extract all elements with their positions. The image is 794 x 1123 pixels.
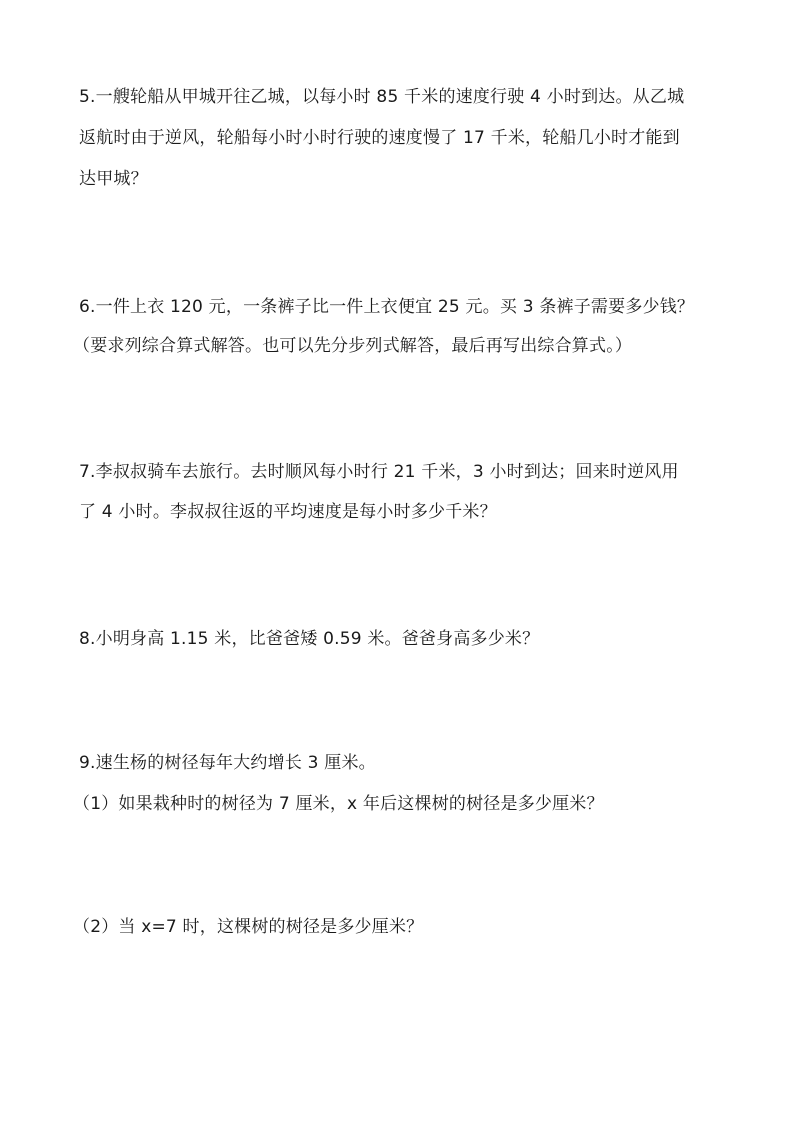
question-7-line-2: 了 4 小时。李叔叔往返的平均速度是每小时多少千米？ [79,502,497,522]
question-6-line-1: 6.一件上衣 120 元，一条裤子比一件上衣便宜 25 元。买 3 条裤子需要多少钱？ [79,297,695,317]
question-5-line-2: 返航时由于逆风，轮船每小时小时行驶的速度慢了 17 千米，轮船几小时才能到 [79,128,680,148]
question-8-line-1: 8.小明身高 1.15 米，比爸爸矮 0.59 米。爸爸身高多少米？ [79,629,540,649]
question-5-line-1: 5.一艘轮船从甲城开往乙城，以每小时 85 千米的速度行驶 4 小时到达。从乙城 [79,87,685,107]
question-9-subquestion-2: （2）当 x=7 时，这棵树的树径是多少厘米？ [73,917,424,937]
question-5-line-3: 达甲城？ [79,169,148,189]
question-9-subquestion-1: （1）如果栽种时的树径为 7 厘米，x 年后这棵树的树径是多少厘米？ [73,794,604,814]
question-9-line-1: 9.速生杨的树径每年大约增长 3 厘米。 [79,753,376,773]
question-6-line-2: （要求列综合算式解答。也可以先分步列式解答，最后再写出综合算式。） [73,336,633,356]
question-7-line-1: 7.李叔叔骑车去旅行。去时顺风每小时行 21 千米，3 小时到达；回来时逆风用 [79,462,679,482]
